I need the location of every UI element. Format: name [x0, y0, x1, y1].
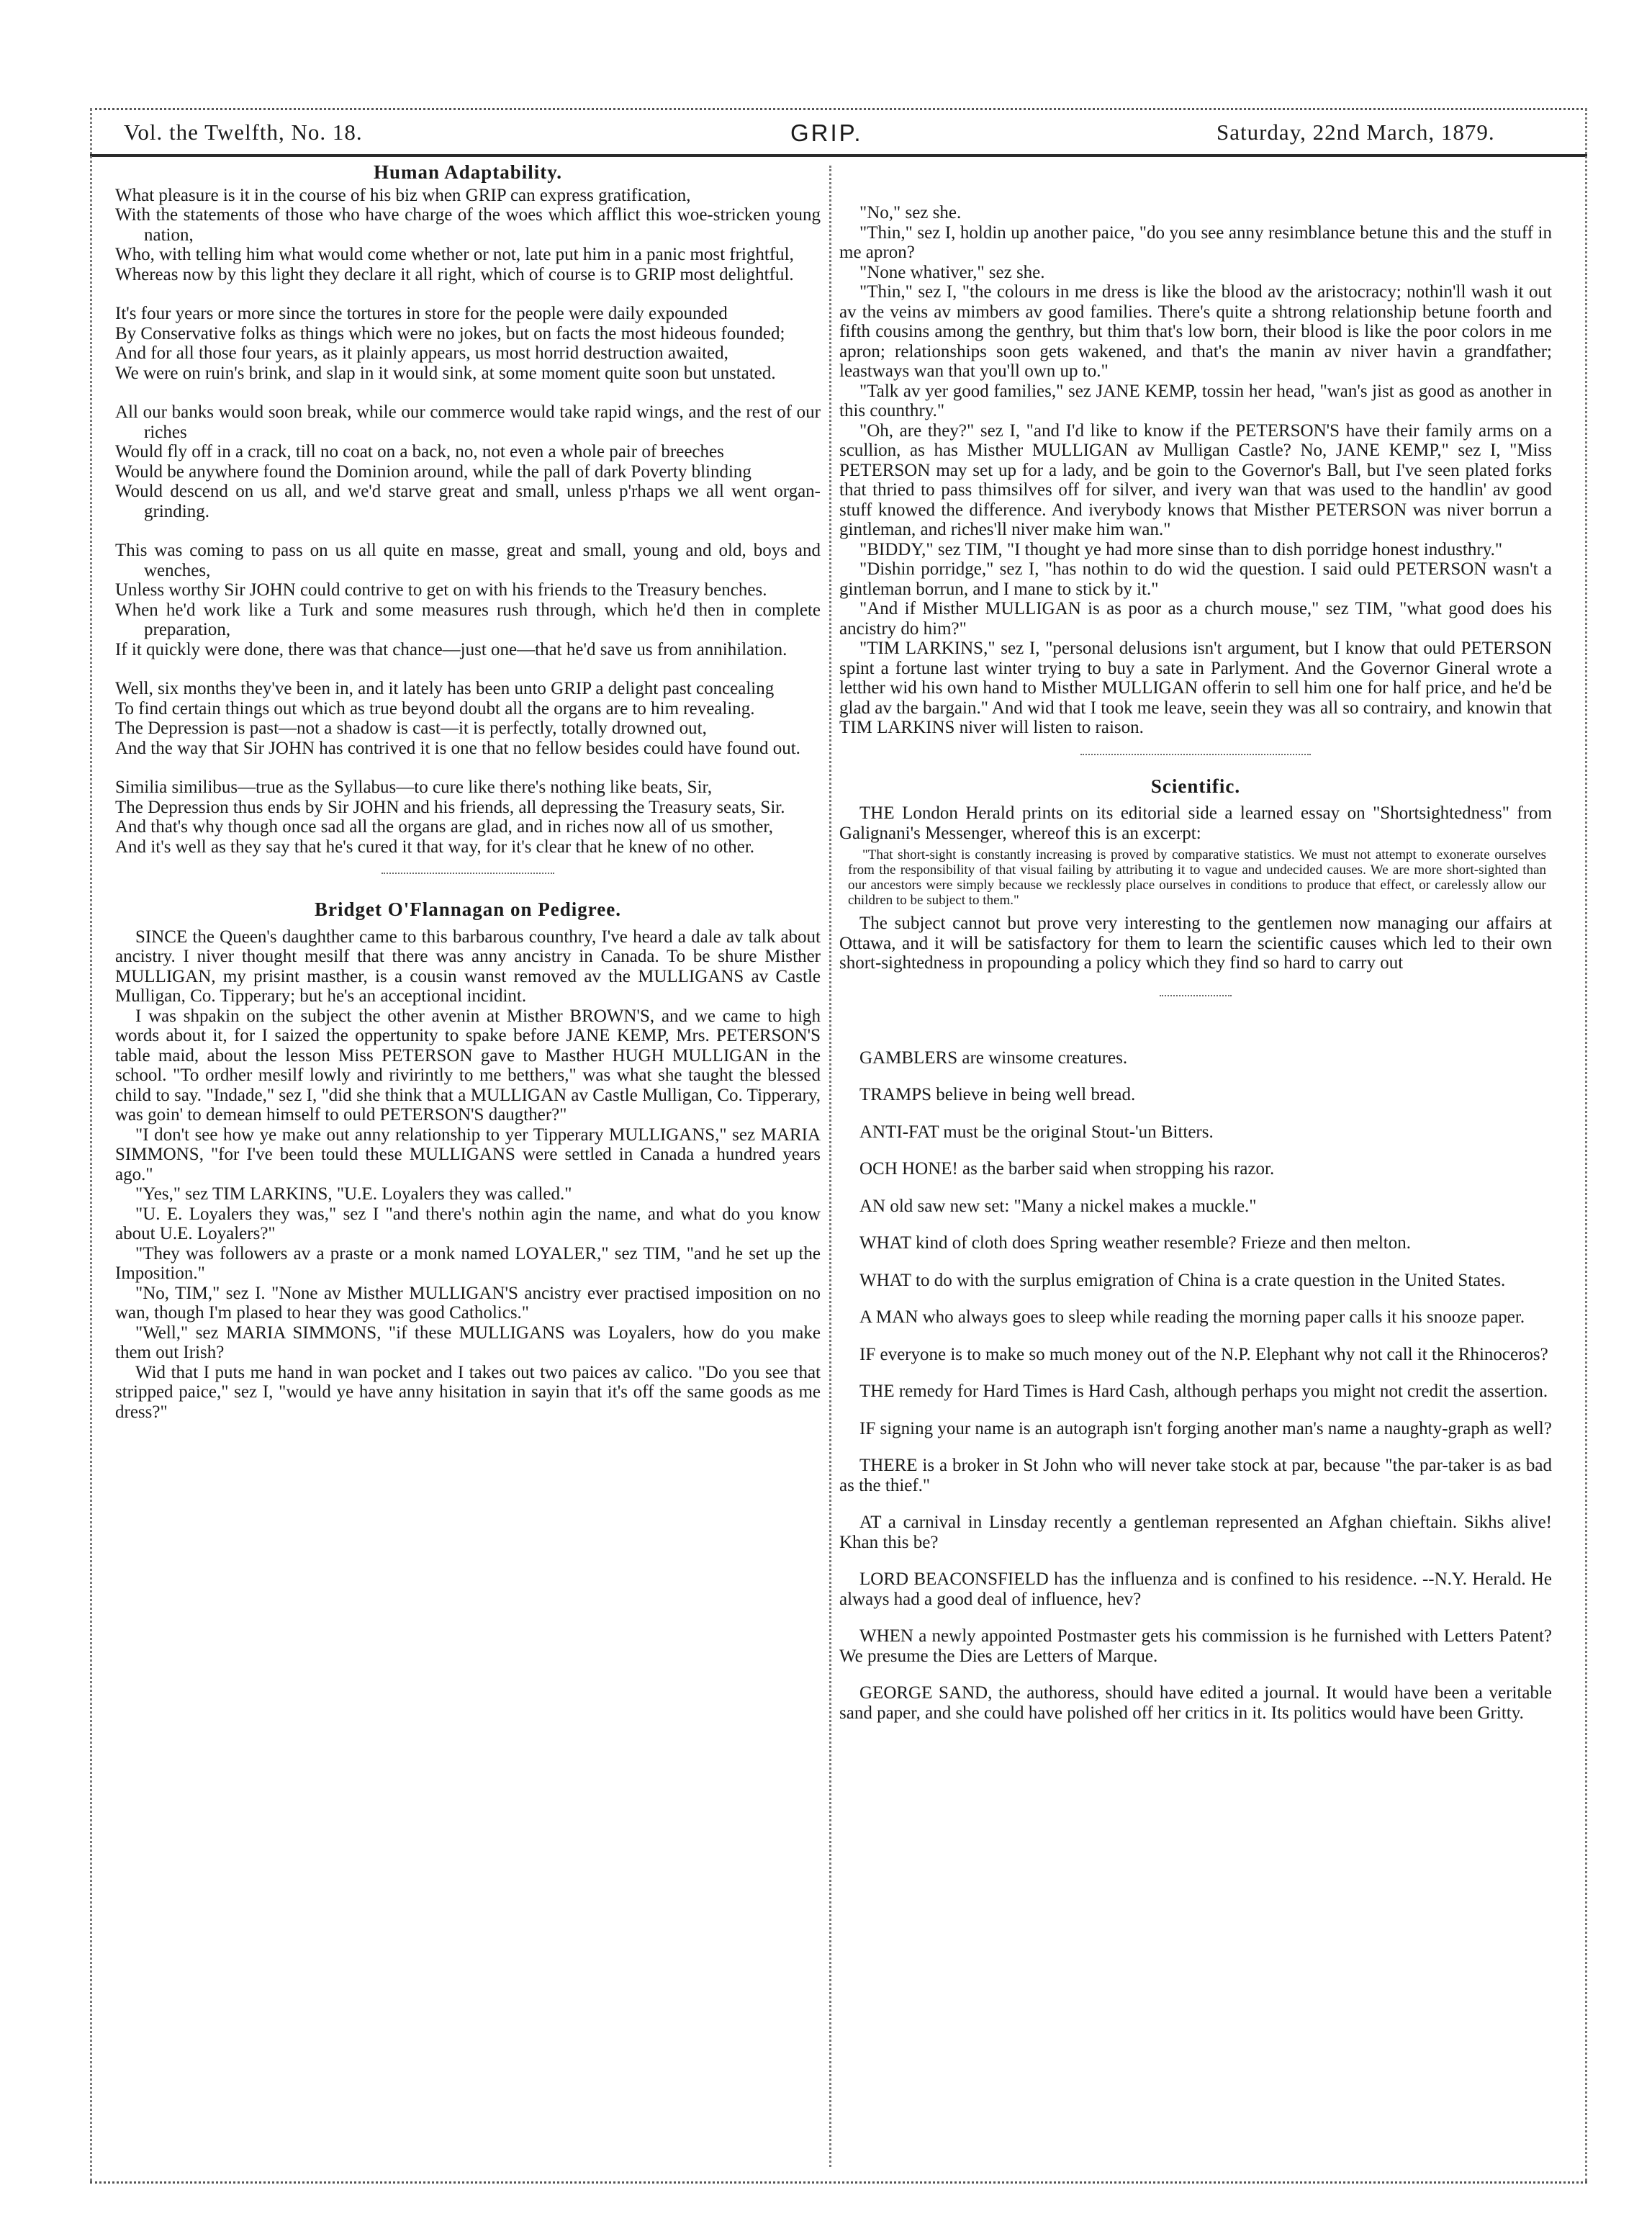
poem-line: To find certain things out which as true beyond doubt all the organs are to him revealing.: [115, 698, 755, 718]
short-paragraph: LORD BEACONSFIELD has the influenza and is confined to his residence. --N.Y. Herald. He always had a good deal of influence, hev?: [839, 1569, 1552, 1609]
poem-stanza: [115, 679, 821, 758]
article-paragraph: "Thin," sez I, holdin up another paice, "do you see anny resimblance betune this and the stuff in me apron?: [839, 222, 1552, 262]
poem-line: What pleasure is it in the course of his biz when GRIP can express gratification,: [115, 185, 691, 205]
poem-line: This was coming to pass on us all quite en masse, great and small, young and old, boys and wenches,: [115, 541, 821, 580]
poem-stanza: [115, 186, 821, 285]
poem-title: Human Adaptability.: [373, 161, 563, 183]
column-divider: [829, 166, 831, 2167]
poem-line: Would be anywhere found the Dominion around, while the pall of dark Poverty blinding: [115, 461, 751, 482]
article-paragraph: "BIDDY," sez TIM, "I thought ye had more sinse than to dish porridge honest industhry.": [859, 539, 1503, 559]
short-paragraph: WHEN a newly appointed Postmaster gets his commission is he furnished with Letters Patent? We presume the Dies are Letters of Marque.: [839, 1626, 1552, 1666]
bridget-body: [115, 927, 821, 1423]
poem-stanza: [115, 304, 821, 383]
poem-line: If it quickly were done, there was that chance—just one—that he'd save us from annihilation.: [115, 639, 787, 659]
article-paragraph: I was shpakin on the subject the other avenin at Misther BROWN'S, and we came to high words about it, for I saized the oppertunity to spake before JANE KEMP, Mrs. PETERSON'S table maid, about the lesson Miss PETERSON gave to Masther HUGH MULLIGAN in the school. "To ordher mesilf lowly and rivirintly to me betthers," was what she taught the blessed child to say. "Indade," sez I, "did she think that a MULLIGAN av Castle Mulligan, Co. Tipperary, was goin' to demean himself to ould PETERSON'S daugther?": [115, 1006, 821, 1125]
article-paragraph: SINCE the Queen's daughther came to this barbarous counthry, I've heard a dale av talk about ancistry. I niver thought mesilf that there was anny ancistry in Canada. To be shure Misther MULLIGAN, my prisint masther, is a cousin wanst removed av the MULLIGANS av Castle Mulligan, Co. Tipperary; but he's an acceptional incidint.: [115, 927, 821, 1006]
article-paragraph: "No, TIM," sez I. "None av Misther MULLIGAN'S ancistry ever practised imposition on no wan, though I'm plased to hear they was good Catholics.": [115, 1283, 821, 1323]
short-paragraphs: [839, 1048, 1552, 1724]
short-paragraph: GEORGE SAND, the authoress, should have edited a journal. It would have been a veritable sand paper, and she could have polished off her critics in it. Its politics would have been Gritty.: [839, 1683, 1552, 1723]
article-paragraph: Wid that I puts me hand in wan pocket and I takes out two paices av calico. "Do you see that stripped paice," sez I, "would ye have anny hisitation in sayin that it's off the same goods as me dress?": [115, 1362, 821, 1422]
paper-title: GRIP.: [790, 120, 863, 146]
article-paragraph: "Thin," sez I, "the colours in me dress is like the blood av the aristocracy; nothin'll wash it out av the veins av mimbers av good families. There's quite a shtrong relationship betune foorth and fifth cousins among the genthry, but thim that's low born, their blood is like the poor colors in me apron; relationships soon gets wakened, and that's the manin av niver havin a grandfather; leastways wan that you'll own up to.": [839, 282, 1552, 381]
quote-text: "That short-sight is constantly increasing is proved by comparative statistics. We must not attempt to exonerate ourselves from the responsibility of that visual failing by attributing it to vague and undecided causes. We are more short-sighted than our ancestors were simply because we recklessly place ourselves in conditions to produce that effect, or carelessly allow our children to be subject to them.": [848, 847, 1546, 908]
article-paragraph: "And if Misther MULLIGAN is as poor as a church mouse," sez TIM, "what good does his ancistry do him?": [839, 599, 1552, 639]
scientific-comment: The subject cannot but prove very interesting to the gentlemen now managing our affairs at Ottawa, and it will be satisfactory for them to learn the scientific causes which led to their own short-sightedness in propounding a policy which they find so hard to carry out: [839, 914, 1552, 973]
article-paragraph: "Yes," sez TIM LARKINS, "U.E. Loyalers they was called.": [135, 1184, 572, 1204]
poem-body: [115, 186, 821, 857]
short-paragraph: WHAT kind of cloth does Spring weather resemble? Frieze and then melton.: [859, 1233, 1411, 1253]
poem-line: All our banks would soon break, while our commerce would take rapid wings, and the rest of our riches: [115, 402, 821, 442]
article-paragraph: "They was followers av a praste or a monk named LOYALER," sez TIM, "and he set up the Imposition.": [115, 1243, 821, 1283]
poem-line: Who, with telling him what would come whether or not, late put him in a panic most frightful,: [115, 245, 794, 264]
issue-date: Saturday, 22nd March, 1879.: [1217, 120, 1495, 145]
poem-line: Similia similibus—true as the Syllabus—to cure like there's nothing like beats, Sir,: [115, 778, 713, 797]
short-paragraph: THERE is a broker in St John who will never take stock at par, because "the par-taker is as bad as the thief.": [839, 1456, 1552, 1495]
article-paragraph: "No," sez she.: [859, 203, 962, 222]
article-paragraph: "TIM LARKINS," sez I, "personal delusions isn't argument, but I know that ould PETERSON spint a fortune last winter trying to buy a sate in Parlyment. And the Governor Gineral wrote a letther wid his own hand to Misther MULLIGAN offerin to sell him one for half price, and he'd be glad av the bargain." And wid that I took me leave, seein they was all so contrairy, and knowin that TIM LARKINS niver will listen to raison.: [839, 639, 1552, 737]
poem-line: It's four years or more since the tortures in store for the people were daily expounded: [115, 304, 728, 323]
poem-line: And that's why though once sad all the organs are glad, and in riches now all of us smother,: [115, 817, 773, 837]
poem-line: And for all those four years, as it plainly appears, us most horrid destruction awaited,: [115, 343, 728, 363]
header-rule: [90, 154, 1587, 157]
article-paragraph: "Dishin porridge," sez I, "has nothin to do wid the question. I said ould PETERSON wasn't a gintleman borrun, and I mane to stick by it.": [839, 559, 1552, 599]
poem-line: When he'd work like a Turk and some measures rush through, which he'd then in complete preparation,: [115, 600, 821, 639]
scientific-title: Scientific.: [1150, 775, 1241, 797]
bridget-continued: [839, 203, 1552, 738]
left-column: [115, 163, 821, 1422]
right-column: [839, 203, 1552, 1740]
poem-line: With the statements of those who have charge of the woes which afflict this woe-stricken young nation,: [115, 205, 821, 245]
poem-line: Would fly off in a crack, till no coat on a back, no, not even a whole pair of breeches: [115, 442, 724, 461]
poem-line: Well, six months they've been in, and it lately has been unto GRIP a delight past concealing: [115, 679, 775, 698]
article-paragraph: "Well," sez MARIA SIMMONS, "if these MULLIGANS was Loyalers, how do you make them out Irish?: [115, 1323, 821, 1362]
volume-number: Vol. the Twelfth, No. 18.: [124, 120, 363, 145]
poem-line: The Depression is past—not a shadow is cast—it is perfectly, totally drowned out,: [115, 718, 707, 738]
poem-stanza: [115, 402, 821, 521]
article-paragraph: "Talk av yer good families," sez JANE KEMP, tossin her head, "wan's jist as good as another in this counthry.": [839, 381, 1552, 420]
left-border: [90, 108, 92, 2181]
scientific-quote: [848, 847, 1546, 908]
top-dotted-border: [90, 108, 1587, 110]
right-border: [1585, 108, 1587, 2181]
short-paragraph: WHAT to do with the surplus emigration of China is a crate question in the United States.: [859, 1270, 1506, 1290]
bridget-title: Bridget O'Flannagan on Pedigree.: [314, 898, 621, 920]
poem-line: By Conservative folks as things which were no jokes, but on facts the most hideous founded;: [115, 323, 785, 343]
article-paragraph: "I don't see how ye make out anny relationship to yer Tipperary MULLIGANS," sez MARIA SIMMONS, "for I've been tould these MULLIGANS were settled in Canada a hundred years ago.": [115, 1125, 821, 1184]
short-paragraph: A MAN who always goes to sleep while reading the morning paper calls it his snooze paper.: [859, 1307, 1525, 1327]
poem-stanza: [115, 541, 821, 659]
poem-line: Would descend on us all, and we'd starve great and small, unless p'rhaps we all went organ-grinding.: [115, 482, 821, 521]
short-paragraph: IF everyone is to make so much money out of the N.P. Elephant why not call it the Rhinoceros?: [859, 1344, 1548, 1364]
article-paragraph: "U. E. Loyalers they was," sez I "and there's nothin agin the name, and what do you know about U.E. Loyalers?": [115, 1204, 821, 1243]
poem-line: And the way that Sir JOHN has contrived it is one that no fellow besides could have found out.: [115, 738, 800, 758]
short-paragraph: AT a carnival in Linsday recently a gentleman represented an Afghan chieftain. Sikhs alive! Khan this be?: [839, 1513, 1552, 1552]
short-paragraph: TRAMPS believe in being well bread.: [859, 1085, 1136, 1104]
short-paragraph: GAMBLERS are winsome creatures.: [859, 1048, 1128, 1068]
scientific-body: [839, 803, 1552, 973]
poem-line: Whereas now by this light they declare it all right, which of course is to GRIP most delightful.: [115, 264, 794, 284]
poem-line: Unless worthy Sir JOHN could contrive to get on with his friends to the Treasury benches.: [115, 580, 767, 600]
scientific-intro: THE London Herald prints on its editorial side a learned essay on "Shortsightedness" from Galignani's Messenger, whereof this is an excerpt:: [839, 803, 1552, 843]
poem-line: And it's well as they say that he's cured it that way, for it's clear that he knew of no other.: [115, 837, 755, 857]
short-paragraph: AN old saw new set: "Many a nickel makes a muckle.": [859, 1196, 1257, 1216]
poem-line: We were on ruin's brink, and slap in it would sink, at some moment quite soon but unstated.: [115, 363, 776, 383]
poem-stanza: [115, 778, 821, 857]
bottom-dotted-border: [90, 2181, 1587, 2184]
short-paragraph: ANTI-FAT must be the original Stout-'un Bitters.: [859, 1122, 1214, 1142]
article-paragraph: "None whativer," sez she.: [859, 262, 1045, 282]
short-paragraph: IF signing your name is an autograph isn't forging another man's name a naughty-graph as well?: [859, 1418, 1552, 1438]
poem-line: The Depression thus ends by Sir JOHN and his friends, all depressing the Treasury seats, Sir.: [115, 797, 785, 817]
article-paragraph: "Oh, are they?" sez I, "and I'd like to know if the PETERSON'S have their family arms on a scullion, as has Misther MULLIGAN av Mulligan Castle? No, JANE KEMP," sez I, "Miss PETERSON may set up for a lady, and be goin to the Governor's Ball, but I've seen plated forks that thried to pass thimsilves off for silver, and ivery wan that was used to the handlin' av good stuff knowed the difference. And iverybody knows that Misther PETERSON was niver borrun a gintleman, and riches'll niver make him wan.": [839, 420, 1552, 539]
short-paragraph: THE remedy for Hard Times is Hard Cash, although perhaps you might not credit the assertion.: [859, 1382, 1548, 1401]
short-paragraph: OCH HONE! as the barber said when stropping his razor.: [859, 1159, 1275, 1179]
